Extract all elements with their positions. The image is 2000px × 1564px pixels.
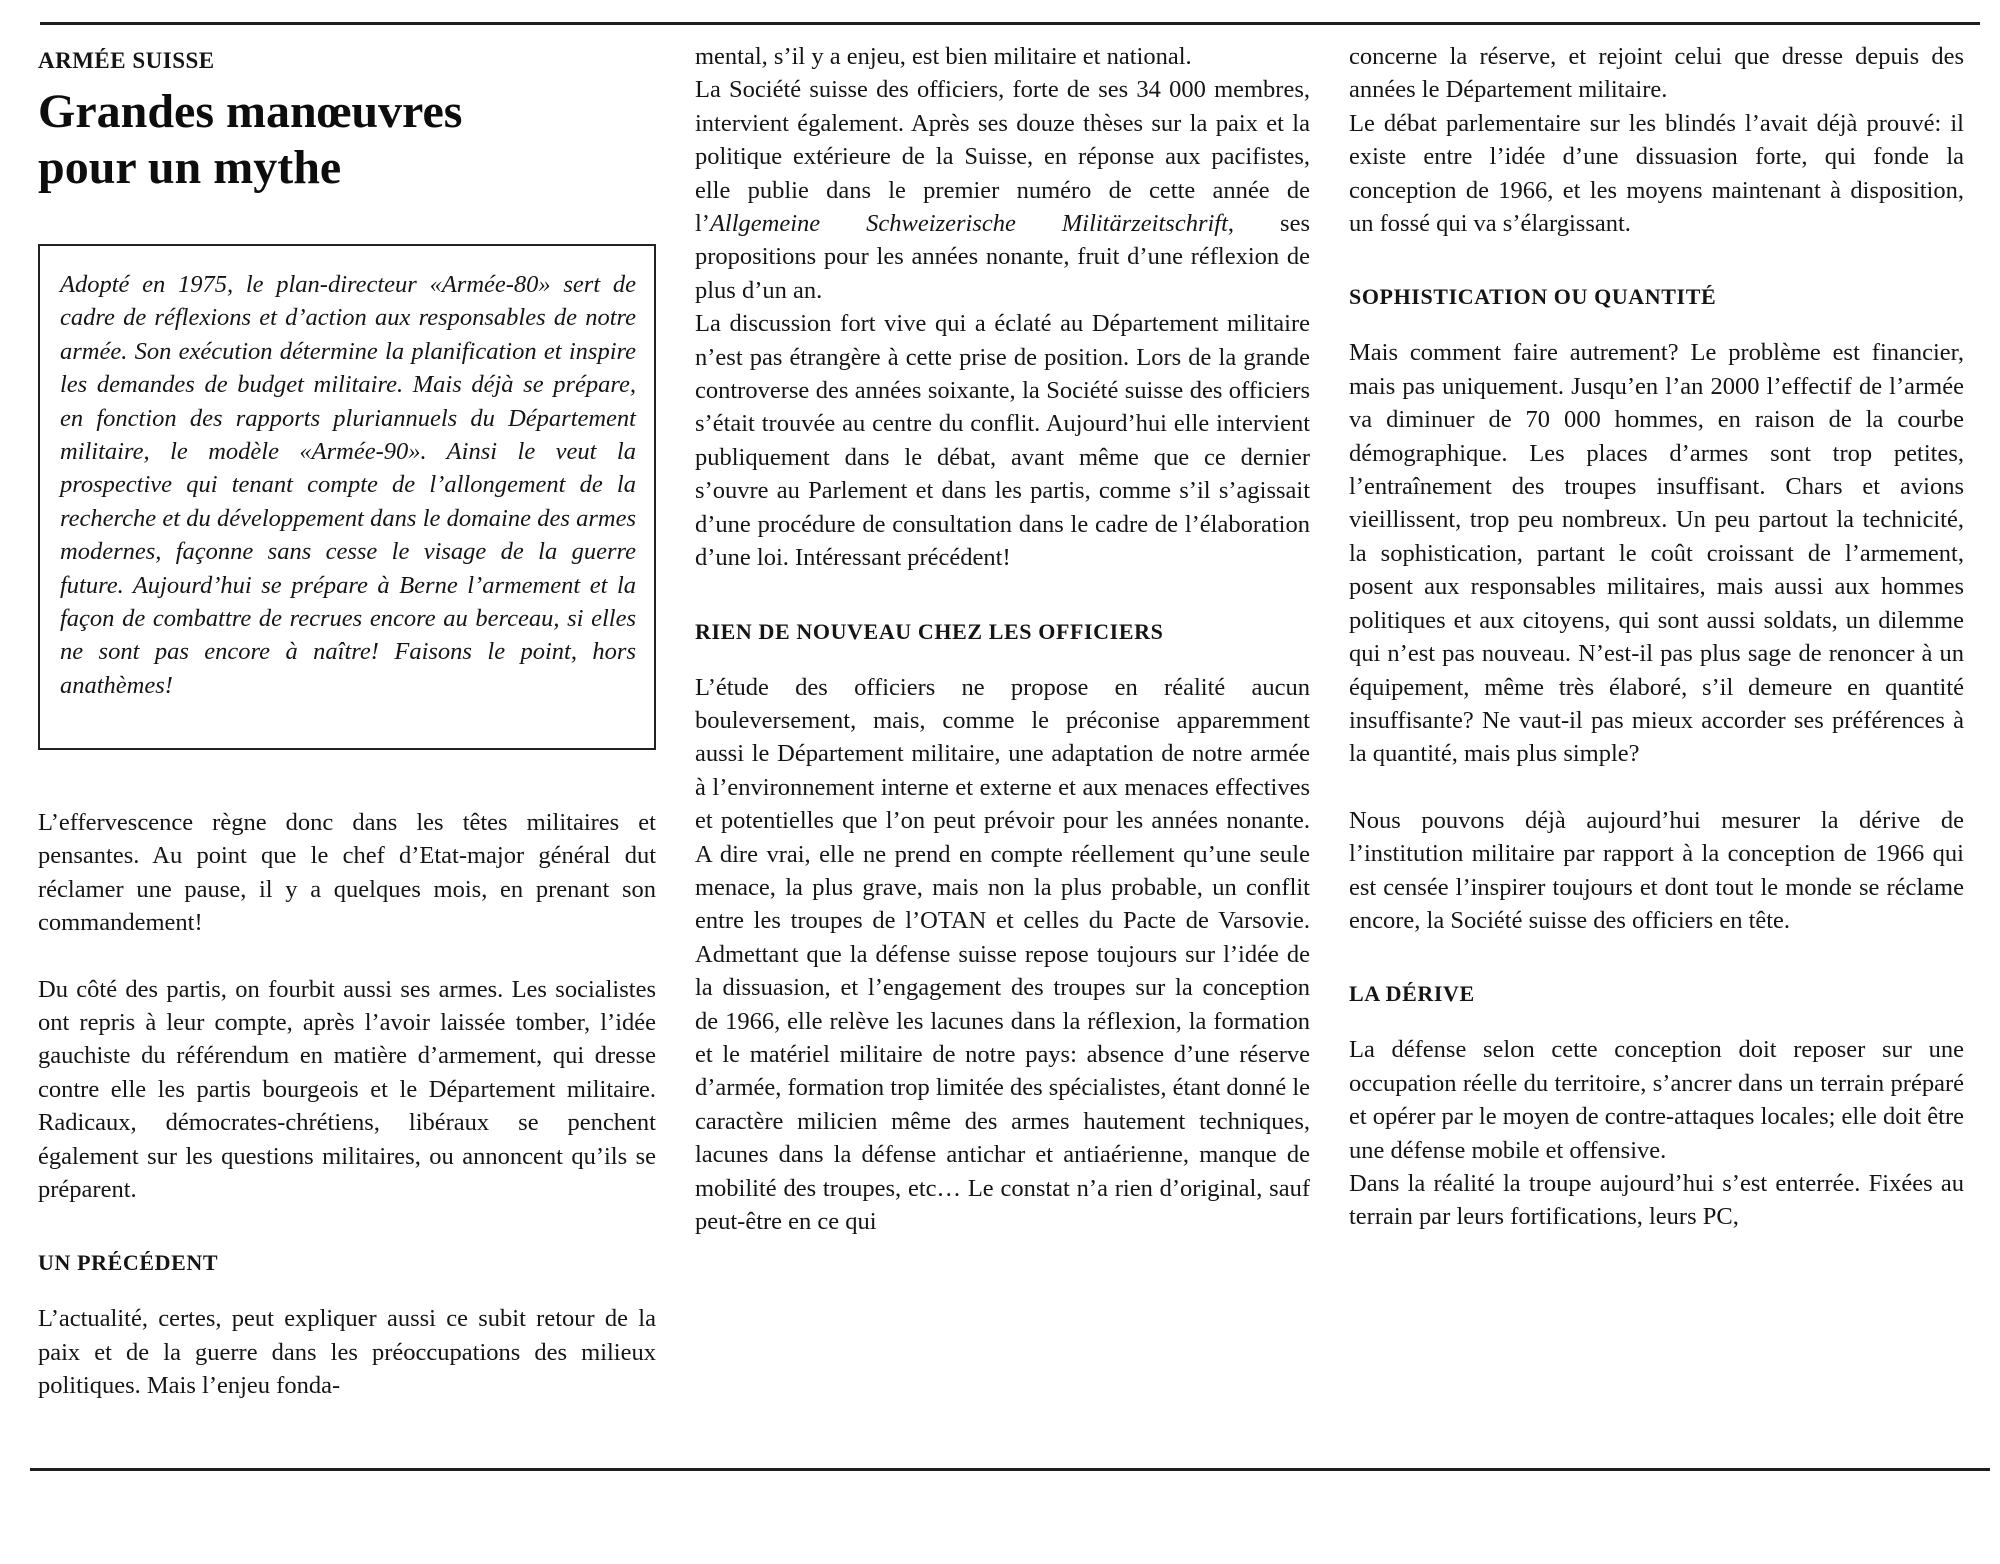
paragraph: La défense selon cette conception doit reposer sur une occupation réelle du territoire, s’ancrer dans un terrain préparé et opérer par le moyen de contre-attaques locales; elle doit être une défense mobile et offensive. [1349, 1036, 1964, 1164]
paragraph: Le débat parlementaire sur les blindés l’avait déjà prouvé: il existe entre l’idée d’une dissuasion forte, qui fonde la conception de 1966, et les moyens maintenant à disposition, un fossé qui va s’élargissant. [1349, 109, 1964, 238]
headline-line-1: Grandes manœuvres [38, 85, 463, 138]
paragraph: L’actualité, certes, peut expliquer aussi ce subit retour de la paix et de la guerre dans les préoccupations des milieux politiques. Mais l’enjeu fonda- [38, 1305, 656, 1400]
paragraph: Nous pouvons déjà aujourd’hui mesurer la dérive de l’institution militaire par rapport à la conception de 1966 qui est censée l’inspirer toujours et dont tout le monde se réclame encore, la Société suisse des officiers en tête. [1349, 806, 1964, 934]
article-headline [38, 84, 656, 196]
paragraph: L’effervescence règne donc dans les têtes militaires et pensantes. Au point que le chef d’Etat-major général dut réclamer une pause, il y a quelques mois, en prenant son commandement! [38, 809, 656, 937]
subheading-rien-de-nouveau: RIEN DE NOUVEAU CHEZ LES OFFICIERS [695, 618, 1164, 644]
column-1-body [38, 806, 656, 1403]
paragraph: La discussion fort vive qui a éclaté au Département militaire n’est pas étrangère à cette prise de position. Lors de la grande controverse des années soixante, la Société suisse des officiers s’était trouvée au centre du conflit. Aujourd’hui elle intervient publiquement dans le débat, avant même que ce dernier s’ouvre au Parlement et dans les partis, comme s’il s’agissait d’une procédure de consultation dans le cadre de l’élaboration d’une loi. Intéressant précédent! [695, 310, 1310, 572]
column-3 [1349, 40, 1964, 1455]
headline-line-2: pour un mythe [38, 141, 342, 194]
section-kicker: ARMÉE SUISSE [38, 48, 215, 73]
subheading-la-derive: LA DÉRIVE [1349, 981, 1475, 1007]
paragraph: mental, s’il y a enjeu, est bien militaire et national. [695, 43, 1192, 70]
lead-box [38, 244, 656, 750]
publication-title: Allgemeine Schweizerische Militärzeitschrift [709, 210, 1228, 238]
bottom-rule [30, 1468, 1990, 1471]
column-3-body [1349, 40, 1964, 1234]
paragraph [695, 73, 1310, 307]
paragraph: concerne la réserve, et rejoint celui que dresse depuis des années le Département militaire. [1349, 43, 1964, 104]
paragraph: Mais comment faire autrement? Le problème est financier, mais pas uniquement. Jusqu’en l’an 2000 l’effectif de l’armée va diminuer de 70 000 hommes, en raison de la courbe démographique. Les places d’armes sont trop petites, l’entraînement des troupes insuffisant. Chars et avions vieillissent, trop peu nombreux. Un peu partout la technicité, la sophistication, partant le coût croissant de l’armement, posent aux responsables militaires, mais aussi aux hommes politiques et aux citoyens, qui sont aussi soldats, un dilemme qui n’est pas nouveau. N’est-il pas plus sage de renoncer à un équipement, même très élaboré, s’il demeure en quantité insuffisante? Ne vaut-il pas mieux accorder ses préférences à la quantité, mais plus simple? [1349, 339, 1964, 768]
subheading-un-precedent: UN PRÉCÉDENT [38, 1250, 219, 1276]
paragraph: L’étude des officiers ne propose en réalité aucun bouleversement, mais, comme le préconise apparemment aussi le Département militaire, une adaptation de notre armée à l’environnement interne et externe et aux menaces effectives et potentielles que l’on peut prévoir pour les années nonante. A dire vrai, elle ne prend en compte réellement qu’une seule menace, la plus grave, mais non la plus probable, un conflit entre les troupes de l’OTAN et celles du Pacte de Varsovie. Admettant que la défense suisse repose toujours sur l’idée de la dissuasion, et l’engagement des troupes sur la conception de 1966, elle relève les lacunes dans la réflexion, la formation et le matériel militaire de notre pays: absence d’une réserve d’armée, formation trop limitée des spécialistes, étant donné le caractère milicien même des armes hautement techniques, lacunes dans la défense antichar et antiaérienne, manque de mobilité des troupes, etc… Le constat n’a rien d’original, sauf peut-être en ce qui [695, 673, 1310, 1235]
lead-paragraph: Adopté en 1975, le plan-directeur «Armée-80» sert de cadre de réflexions et d’action aux responsables de notre armée. Son exécution détermine la planification et inspire les demandes de budget militaire. Mais déjà se prépare, en fonction des rapports pluriannuels du Département militaire, le modèle «Armée-90». Ainsi le veut la prospective qui tenant compte de l’allongement de la recherche et du développement dans le domaine des armes modernes, façonne sans cesse le visage de la guerre future. Aujourd’hui se prépare à Berne l’armement et la façon de combattre de recrues encore au berceau, si elles ne sont pas encore à naître! Faisons le point, hors anathèmes! [60, 271, 636, 699]
paragraph: Dans la réalité la troupe aujourd’hui s’est enterrée. Fixées au terrain par leurs fortifications, leurs PC, [1349, 1169, 1964, 1231]
top-rule [40, 22, 1980, 25]
column-2 [695, 40, 1310, 1455]
paragraph: Du côté des partis, on fourbit aussi ses armes. Les socialistes ont repris à leur compte, après l’avoir laissée tomber, l’idée gauchiste du référendum en matière d’armement, qui dresse contre elle les partis bourgeois et le Département militaire. Radicaux, démocrates-chrétiens, libéraux se penchent également sur les questions militaires, ou annoncent qu’ils se préparent. [38, 975, 656, 1204]
paragraph-part: La Société suisse des officiers, forte de ses 34 000 membres, intervient également. Après ses douze thèses sur la paix et la politique extérieure de la Suisse, en réponse aux pacifistes, elle publie dans le premier numéro de cette année de l’ [695, 76, 1310, 238]
column-2-body [695, 40, 1310, 1238]
column-1 [38, 40, 656, 1455]
subheading-sophistication: SOPHISTICATION OU QUANTITÉ [1349, 284, 1717, 310]
paragraph-part: , ses propositions pour les années nonante, fruit d’une réflexion de plus d’un an. [695, 210, 1310, 304]
